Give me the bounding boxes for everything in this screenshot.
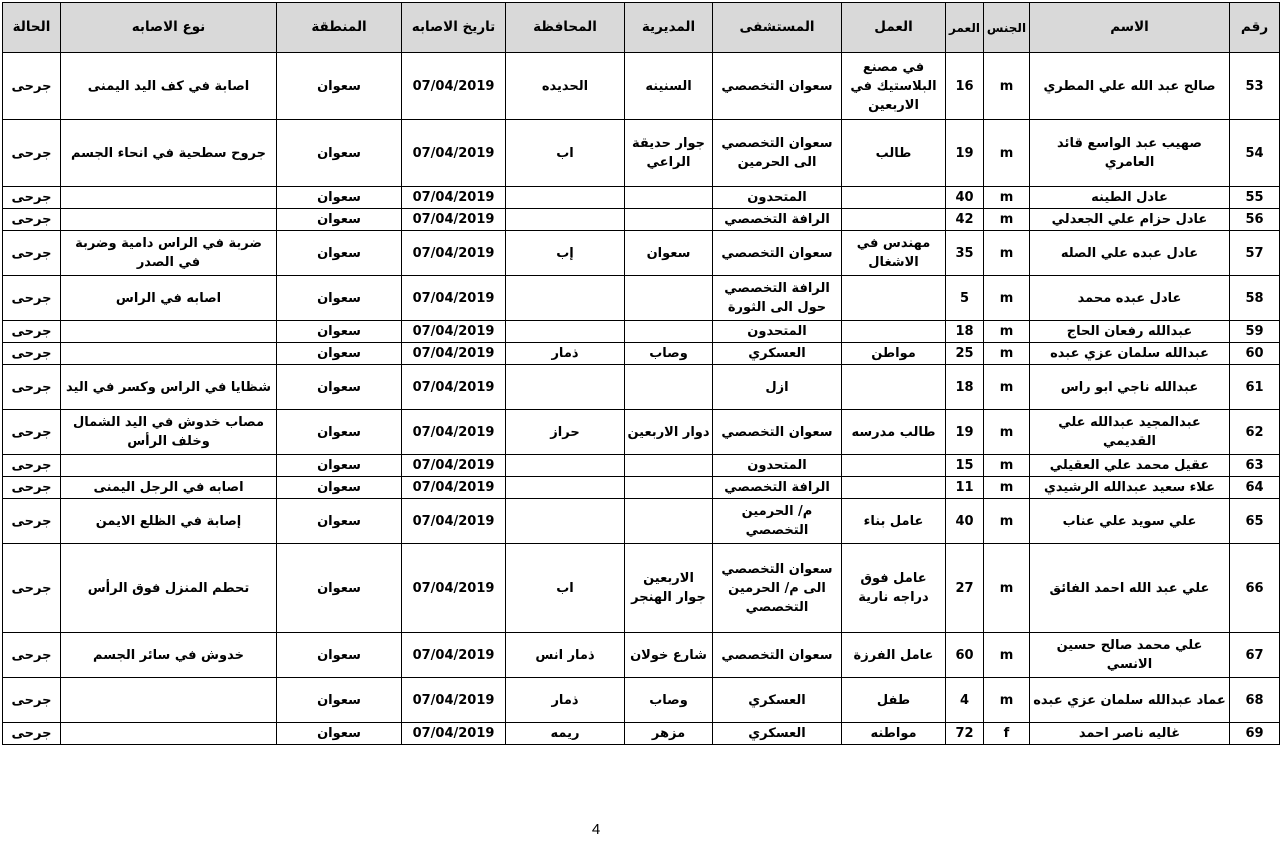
cell-name: صهيب عبد الواسع قائد العامري [1030, 120, 1230, 187]
cell-sex: m [984, 365, 1030, 410]
cell-hospital: العسكري [713, 678, 842, 723]
cell-area: سعوان [277, 187, 402, 209]
cell-hospital: الرافة التخصصي [713, 477, 842, 499]
cell-hospital: سعوان التخصصي [713, 231, 842, 276]
cell-job: مهندس في الاشغال [842, 231, 946, 276]
cell-status: جرحى [3, 633, 61, 678]
page-number: 4 [591, 821, 601, 838]
cell-governorate: ريمه [506, 723, 625, 745]
cell-injury-date: 07/04/2019 [402, 120, 506, 187]
table-row [3, 53, 1280, 120]
cell-district: وصاب [625, 343, 713, 365]
cell-sex: m [984, 187, 1030, 209]
cell-age: 15 [946, 455, 984, 477]
cell-number: 55 [1230, 187, 1280, 209]
cell-area: سعوان [277, 499, 402, 544]
table-row [3, 231, 1280, 276]
cell-number: 53 [1230, 53, 1280, 120]
cell-sex: m [984, 410, 1030, 455]
cell-hospital: الرافة التخصصي [713, 209, 842, 231]
cell-number: 65 [1230, 499, 1280, 544]
cell-area: سعوان [277, 544, 402, 633]
cell-hospital: سعوان التخصصي [713, 53, 842, 120]
cell-hospital: ازل [713, 365, 842, 410]
cell-number: 54 [1230, 120, 1280, 187]
cell-district [625, 455, 713, 477]
cell-injury-type: اصابه في الراس [61, 276, 277, 321]
cell-injury-type: جروح سطحية في انحاء الجسم [61, 120, 277, 187]
cell-status: جرحى [3, 365, 61, 410]
cell-district: الاربعين جوار الهنجر [625, 544, 713, 633]
cell-status: جرحى [3, 276, 61, 321]
cell-status: جرحى [3, 120, 61, 187]
table-body [3, 53, 1280, 745]
cell-injury-type: مصاب خدوش في اليد الشمال وخلف الرأس [61, 410, 277, 455]
cell-number: 69 [1230, 723, 1280, 745]
cell-governorate: ذمار انس [506, 633, 625, 678]
cell-job [842, 187, 946, 209]
cell-district [625, 187, 713, 209]
cell-district: وصاب [625, 678, 713, 723]
cell-governorate: اب [506, 544, 625, 633]
cell-status: جرحى [3, 723, 61, 745]
cell-governorate: الحديده [506, 53, 625, 120]
cell-injury-date: 07/04/2019 [402, 187, 506, 209]
cell-number: 57 [1230, 231, 1280, 276]
cell-injury-type [61, 209, 277, 231]
cell-area: سعوان [277, 231, 402, 276]
cell-age: 40 [946, 499, 984, 544]
cell-area: سعوان [277, 365, 402, 410]
cell-governorate: حراز [506, 410, 625, 455]
cell-number: 62 [1230, 410, 1280, 455]
cell-area: سعوان [277, 455, 402, 477]
cell-hospital: م/ الحرمين التخصصي [713, 499, 842, 544]
cell-name: عبدالله رفعان الحاج [1030, 321, 1230, 343]
cell-injury-type [61, 343, 277, 365]
cell-area: سعوان [277, 120, 402, 187]
cell-district [625, 209, 713, 231]
cell-district: شارع خولان [625, 633, 713, 678]
cell-governorate [506, 499, 625, 544]
cell-sex: m [984, 678, 1030, 723]
header-injury-date: تاريخ الاصابه [402, 3, 506, 53]
cell-age: 18 [946, 365, 984, 410]
cell-governorate [506, 276, 625, 321]
header-sex: الجنس [984, 3, 1030, 53]
cell-hospital: المتحدون [713, 187, 842, 209]
cell-age: 18 [946, 321, 984, 343]
table-row [3, 187, 1280, 209]
cell-injury-type [61, 321, 277, 343]
cell-sex: m [984, 231, 1030, 276]
cell-sex: f [984, 723, 1030, 745]
cell-injury-type: خدوش في سائر الجسم [61, 633, 277, 678]
cell-district [625, 477, 713, 499]
cell-number: 64 [1230, 477, 1280, 499]
cell-hospital: الرافة التخصصي حول الى الثورة [713, 276, 842, 321]
cell-governorate: ذمار [506, 343, 625, 365]
cell-injury-type [61, 723, 277, 745]
cell-injury-date: 07/04/2019 [402, 209, 506, 231]
cell-name: غاليه ناصر احمد [1030, 723, 1230, 745]
cell-status: جرحى [3, 410, 61, 455]
table-row [3, 209, 1280, 231]
table-row [3, 544, 1280, 633]
cell-sex: m [984, 343, 1030, 365]
cell-area: سعوان [277, 633, 402, 678]
table-row [3, 365, 1280, 410]
cell-age: 16 [946, 53, 984, 120]
cell-injury-type [61, 187, 277, 209]
cell-job [842, 209, 946, 231]
cell-area: سعوان [277, 321, 402, 343]
cell-area: سعوان [277, 477, 402, 499]
table-row [3, 343, 1280, 365]
table-row [3, 633, 1280, 678]
cell-district: مزهر [625, 723, 713, 745]
cell-governorate: ذمار [506, 678, 625, 723]
cell-injury-date: 07/04/2019 [402, 477, 506, 499]
cell-hospital: المتحدون [713, 455, 842, 477]
cell-number: 58 [1230, 276, 1280, 321]
cell-name: عادل عبده محمد [1030, 276, 1230, 321]
cell-name: عادل حزام علي الجعدلي [1030, 209, 1230, 231]
header-status: الحالة [3, 3, 61, 53]
cell-job: عامل بناء [842, 499, 946, 544]
casualty-table [2, 2, 1280, 745]
cell-injury-date: 07/04/2019 [402, 276, 506, 321]
cell-hospital: سعوان التخصصي الى الحرمين [713, 120, 842, 187]
cell-governorate [506, 455, 625, 477]
cell-area: سعوان [277, 53, 402, 120]
cell-age: 11 [946, 477, 984, 499]
cell-injury-date: 07/04/2019 [402, 365, 506, 410]
cell-number: 56 [1230, 209, 1280, 231]
cell-name: عبدالله سلمان عزي عبده [1030, 343, 1230, 365]
cell-name: عماد عبدالله سلمان عزي عبده [1030, 678, 1230, 723]
cell-age: 19 [946, 410, 984, 455]
cell-job: في مصنع البلاستيك في الاربعين [842, 53, 946, 120]
cell-sex: m [984, 455, 1030, 477]
cell-district [625, 321, 713, 343]
cell-status: جرحى [3, 455, 61, 477]
cell-sex: m [984, 209, 1030, 231]
cell-job: عامل فوق دراجه نارية [842, 544, 946, 633]
cell-district: سعوان [625, 231, 713, 276]
table-row [3, 477, 1280, 499]
cell-sex: m [984, 321, 1030, 343]
cell-number: 60 [1230, 343, 1280, 365]
cell-status: جرحى [3, 231, 61, 276]
cell-job: عامل الفرزة [842, 633, 946, 678]
cell-job [842, 477, 946, 499]
cell-sex: m [984, 120, 1030, 187]
cell-job: طالب مدرسه [842, 410, 946, 455]
cell-area: سعوان [277, 723, 402, 745]
cell-injury-type: إصابة في الظلع الايمن [61, 499, 277, 544]
cell-governorate [506, 365, 625, 410]
cell-injury-type: اصابة في كف اليد اليمنى [61, 53, 277, 120]
header-row [3, 3, 1280, 53]
cell-number: 67 [1230, 633, 1280, 678]
cell-injury-date: 07/04/2019 [402, 410, 506, 455]
cell-name: علي سويد علي عناب [1030, 499, 1230, 544]
cell-hospital: سعوان التخصصي الى م/ الحرمين التخصصي [713, 544, 842, 633]
cell-injury-date: 07/04/2019 [402, 544, 506, 633]
cell-job [842, 321, 946, 343]
cell-area: سعوان [277, 410, 402, 455]
cell-age: 60 [946, 633, 984, 678]
cell-status: جرحى [3, 477, 61, 499]
cell-job: طفل [842, 678, 946, 723]
cell-hospital: العسكري [713, 723, 842, 745]
cell-number: 66 [1230, 544, 1280, 633]
cell-name: عبدالله ناجي ابو راس [1030, 365, 1230, 410]
cell-hospital: العسكري [713, 343, 842, 365]
cell-governorate: إب [506, 231, 625, 276]
cell-job: مواطن [842, 343, 946, 365]
cell-name: عبدالمجيد عبدالله علي القديمي [1030, 410, 1230, 455]
cell-status: جرحى [3, 187, 61, 209]
cell-status: جرحى [3, 544, 61, 633]
cell-status: جرحى [3, 343, 61, 365]
cell-age: 40 [946, 187, 984, 209]
cell-governorate: اب [506, 120, 625, 187]
cell-injury-date: 07/04/2019 [402, 231, 506, 276]
cell-sex: m [984, 276, 1030, 321]
cell-age: 72 [946, 723, 984, 745]
cell-hospital: المتحدون [713, 321, 842, 343]
cell-name: عقيل محمد علي العقيلي [1030, 455, 1230, 477]
cell-sex: m [984, 499, 1030, 544]
header-district: المديرية [625, 3, 713, 53]
cell-governorate [506, 187, 625, 209]
cell-sex: m [984, 544, 1030, 633]
cell-job [842, 365, 946, 410]
cell-governorate [506, 321, 625, 343]
cell-name: علاء سعيد عبدالله الرشيدي [1030, 477, 1230, 499]
header-job: العمل [842, 3, 946, 53]
cell-district: جوار حديقة الراعي [625, 120, 713, 187]
cell-area: سعوان [277, 678, 402, 723]
cell-district: السنينه [625, 53, 713, 120]
table-row [3, 499, 1280, 544]
cell-governorate [506, 477, 625, 499]
cell-injury-type [61, 455, 277, 477]
cell-job: مواطنه [842, 723, 946, 745]
cell-status: جرحى [3, 53, 61, 120]
cell-age: 19 [946, 120, 984, 187]
cell-status: جرحى [3, 321, 61, 343]
cell-district: دوار الاربعين [625, 410, 713, 455]
cell-injury-date: 07/04/2019 [402, 455, 506, 477]
header-injury-type: نوع الاصابه [61, 3, 277, 53]
cell-area: سعوان [277, 343, 402, 365]
cell-name: عادل عبده علي الصله [1030, 231, 1230, 276]
cell-age: 35 [946, 231, 984, 276]
cell-job [842, 455, 946, 477]
cell-hospital: سعوان التخصصي [713, 633, 842, 678]
cell-hospital: سعوان التخصصي [713, 410, 842, 455]
cell-name: علي عبد الله احمد الفائق [1030, 544, 1230, 633]
cell-status: جرحى [3, 678, 61, 723]
cell-injury-type: شظايا في الراس وكسر في اليد [61, 365, 277, 410]
cell-injury-date: 07/04/2019 [402, 53, 506, 120]
header-age: العمر [946, 3, 984, 53]
cell-injury-date: 07/04/2019 [402, 678, 506, 723]
cell-name: عادل الطينه [1030, 187, 1230, 209]
table-row [3, 321, 1280, 343]
cell-injury-type [61, 678, 277, 723]
header-area: المنطقة [277, 3, 402, 53]
cell-district [625, 499, 713, 544]
cell-injury-type: تحطم المنزل فوق الرأس [61, 544, 277, 633]
table-row [3, 276, 1280, 321]
cell-injury-date: 07/04/2019 [402, 321, 506, 343]
cell-age: 42 [946, 209, 984, 231]
cell-injury-date: 07/04/2019 [402, 633, 506, 678]
cell-injury-type: اصابه في الرجل اليمنى [61, 477, 277, 499]
table-row [3, 455, 1280, 477]
cell-name: صالح عبد الله علي المطري [1030, 53, 1230, 120]
cell-status: جرحى [3, 209, 61, 231]
table-row [3, 120, 1280, 187]
cell-number: 59 [1230, 321, 1280, 343]
cell-job [842, 276, 946, 321]
cell-injury-type: ضربة في الراس دامية وضربة في الصدر [61, 231, 277, 276]
table-row [3, 678, 1280, 723]
header-governorate: المحافظة [506, 3, 625, 53]
cell-age: 4 [946, 678, 984, 723]
cell-injury-date: 07/04/2019 [402, 499, 506, 544]
cell-sex: m [984, 53, 1030, 120]
cell-sex: m [984, 633, 1030, 678]
cell-number: 63 [1230, 455, 1280, 477]
cell-injury-date: 07/04/2019 [402, 723, 506, 745]
cell-area: سعوان [277, 276, 402, 321]
cell-governorate [506, 209, 625, 231]
cell-age: 25 [946, 343, 984, 365]
cell-sex: m [984, 477, 1030, 499]
cell-age: 5 [946, 276, 984, 321]
cell-number: 68 [1230, 678, 1280, 723]
cell-district [625, 276, 713, 321]
cell-job: طالب [842, 120, 946, 187]
cell-status: جرحى [3, 499, 61, 544]
cell-age: 27 [946, 544, 984, 633]
table-row [3, 723, 1280, 745]
header-hospital: المستشفى [713, 3, 842, 53]
cell-district [625, 365, 713, 410]
cell-injury-date: 07/04/2019 [402, 343, 506, 365]
cell-number: 61 [1230, 365, 1280, 410]
header-number: رقم [1230, 3, 1280, 53]
table-row [3, 410, 1280, 455]
cell-name: علي محمد صالح حسين الانسي [1030, 633, 1230, 678]
cell-area: سعوان [277, 209, 402, 231]
header-name: الاسم [1030, 3, 1230, 53]
